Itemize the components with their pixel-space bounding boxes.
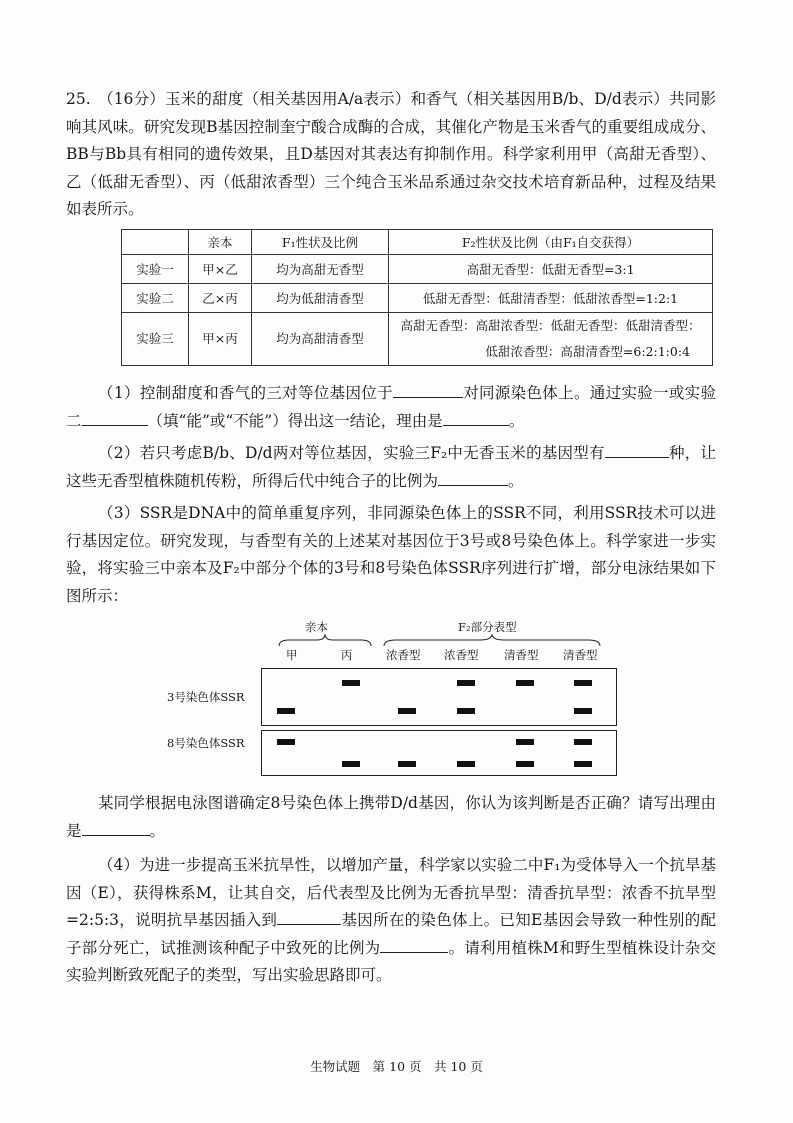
q4-text-b: 基因所在的染色体上。已知E基因会导致一种性别的配子部分死亡，试推测该种配子中致死的比例为 [66, 911, 716, 957]
q1-text-c: （填“能”或“不能”）得出这一结论，理由是 [147, 411, 443, 430]
parents-brace-icon [277, 632, 373, 648]
q4-text-c: 。请利用植株M和野生型植株设计杂交实验判断致死配子的类型，写出实验思路即可。 [66, 938, 716, 984]
answer-blank[interactable] [380, 936, 448, 953]
question-2-text [66, 440, 716, 495]
answer-blank[interactable] [82, 819, 150, 836]
q2-text-c: 。 [508, 471, 524, 490]
table-header-cell: F₂性状及比例（由F₁自交获得） [389, 230, 713, 255]
experiment-parents: 甲×乙 [189, 255, 252, 284]
lane-label: 清香型 [504, 648, 539, 662]
table-header-cell: F₁性状及比例 [252, 230, 389, 255]
q4-text-a: （4）为进一步提高玉米抗旱性，以增加产量，科学家以实验二中F₁为受体导入一个抗旱基因（E），获得株系M，让其自交，后代表型及比例为无香抗旱型：清香抗旱型：浓香不抗旱型=2:5:3，说明抗旱基因插入到 [66, 856, 716, 929]
answer-blank[interactable] [438, 469, 508, 486]
experiment-f2 [389, 313, 713, 366]
q3b-text-a: 某同学根据电泳图谱确定8号染色体上携带D/d基因，你认为该判断是否正确？请写出理由是 [66, 794, 716, 840]
experiment-f1: 均为低甜清香型 [252, 284, 389, 313]
gel-band [398, 761, 416, 767]
answer-blank[interactable] [605, 441, 669, 458]
page-footer: 生物试题 第 10 页 共 10 页 [310, 1059, 483, 1074]
row-label-chr3: 3号染色体SSR [167, 690, 245, 704]
question-4 [66, 852, 716, 990]
table-row [122, 284, 713, 313]
question-3b [66, 790, 716, 845]
gel-band [516, 680, 534, 686]
gel-band [457, 761, 475, 767]
answer-blank[interactable] [82, 409, 148, 426]
f2-brace-icon [382, 632, 602, 648]
question-2 [66, 440, 716, 495]
gel-box-chr3 [261, 668, 617, 726]
gel-band [574, 680, 592, 686]
table-header-cell [122, 230, 189, 255]
gel-band [457, 680, 475, 686]
gel-band [574, 708, 592, 714]
electrophoresis-figure [160, 618, 620, 776]
gel-band [277, 739, 295, 745]
lane-label: 浓香型 [444, 648, 479, 662]
answer-blank[interactable] [443, 409, 509, 426]
experiment-f2-line1: 高甜无香型：高甜浓香型：低甜无香型：低甜清香型： [400, 318, 701, 333]
question-intro-text: （16分）玉米的甜度（相关基因用A/a表示）和香气（相关基因用B/b、D/d表示）共同影响其风味。研究发现B基因控制奎宁酸合成酶的合成，其催化产物是玉米香气的重要组成成分、BB与Bb具有相同的遗传效果，且D基因对其表达有抑制作用。科学家利用甲（高甜无香型）、乙（低甜无香型）、丙（低甜浓香型）三个纯合玉米品系通过杂交技术培育新品种，过程及结果如表所示。 [66, 90, 716, 218]
table-row [122, 255, 713, 284]
q1-text-b: 对同源染色体上。通过实验一或实验二 [66, 384, 716, 430]
lane-label: 甲 [286, 648, 298, 662]
answer-blank[interactable] [393, 381, 463, 398]
gel-band [516, 739, 534, 745]
question-number: 25. [66, 90, 91, 108]
gel-band [342, 761, 360, 767]
question-3-text: （3）SSR是DNA中的简单重复序列，非同源染色体上的SSR不同，利用SSR技术可以进行基因定位。研究发现，与香型有关的上述某对基因位于3号或8号染色体上。科学家进一步实验，将实验三中亲本及F₂中部分个体的3号和8号染色体SSR序列进行扩增，部分电泳结果如下图所示： [66, 504, 716, 605]
table-header-row [122, 230, 713, 255]
lane-label: 浓香型 [386, 648, 421, 662]
experiment-parents: 乙×丙 [189, 284, 252, 313]
table-row [122, 313, 713, 366]
answer-blank[interactable] [277, 908, 341, 925]
lane-label: 丙 [341, 648, 353, 662]
experiment-f1: 均为高甜无香型 [252, 255, 389, 284]
q2-text-a: （2）若只考虑B/b、D/d两对等位基因，实验三F₂中无香玉米的基因型有 [98, 444, 605, 462]
q1-text-d: 。 [508, 411, 525, 430]
gel-band [574, 761, 592, 767]
experiment-name: 实验三 [122, 313, 189, 366]
question-4-text [66, 852, 716, 990]
q1-text-a: （1）控制甜度和香气的三对等位基因位于 [98, 384, 393, 402]
experiment-f1: 均为高甜清香型 [252, 313, 389, 366]
gel-band [516, 761, 534, 767]
experiment-name: 实验二 [122, 284, 189, 313]
question-25-intro [66, 86, 716, 224]
experiment-parents: 甲×丙 [189, 313, 252, 366]
gel-band [574, 739, 592, 745]
experiment-f2: 高甜无香型：低甜无香型=3:1 [389, 255, 713, 284]
q2-text-b: 种，让这些无香型植株随机传粉，所得后代中纯合子的比例为 [66, 444, 716, 490]
question-1-text [66, 380, 716, 435]
question-1 [66, 380, 716, 435]
experiment-table [121, 229, 713, 366]
question-3 [66, 500, 716, 610]
experiment-f2: 低甜无香型：低甜清香型：低甜浓香型=1:2:1 [389, 284, 713, 313]
row-label-chr8: 8号染色体SSR [167, 736, 245, 750]
gel-band [342, 680, 360, 686]
gel-band [457, 708, 475, 714]
table-header-cell: 亲本 [189, 230, 252, 255]
gel-band [398, 708, 416, 714]
gel-box-chr8 [261, 730, 617, 776]
lane-label: 清香型 [563, 648, 598, 662]
experiment-name: 实验一 [122, 255, 189, 284]
question-3b-text [66, 790, 716, 845]
gel-group-f2: F₂部分表型 [458, 620, 517, 634]
gel-band [277, 708, 295, 714]
q3b-text-b: 。 [149, 821, 166, 840]
experiment-f2-line2: 低甜浓香型：高甜清香型=6:2:1:0:4 [485, 344, 690, 359]
gel-group-parents: 亲本 [305, 620, 328, 634]
